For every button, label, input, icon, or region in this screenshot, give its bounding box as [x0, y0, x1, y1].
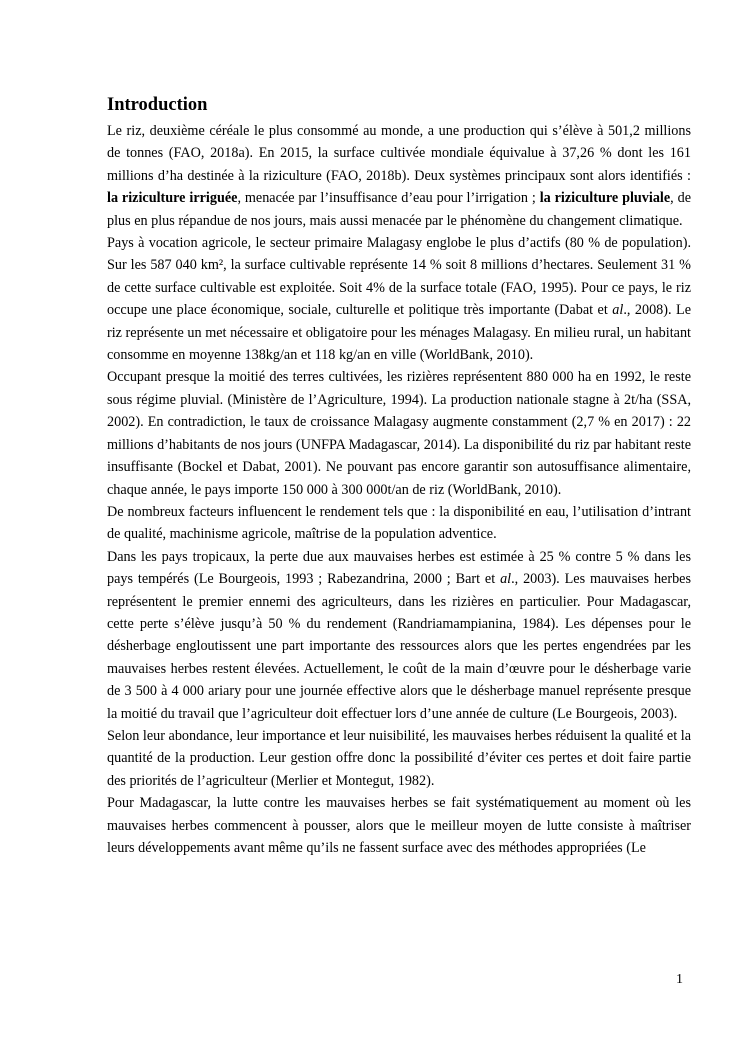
- text-run: , de plus en plus répandue de nos jours, mais aussi menacée par le phénomène du changement climatique.: [107, 190, 691, 229]
- page-number: 1: [676, 972, 683, 987]
- paragraph: [107, 232, 691, 366]
- body-text: [107, 120, 691, 859]
- italic-text: al: [500, 571, 512, 588]
- text-run: ., 2003). Les mauvaises herbes représentent le premier ennemi des agriculteurs, dans les rizières en particulier. Pour Madagascar, cette perte s’élève jusqu’à 50 % du rendement (Randriamampianina, 1984). Les dépenses pour le désherbage engloutissent une part importante des ressources alors que les pertes engendrées par les mauvaises herbes restent élevées. Actuellement, le coût de la main d’œuvre pour le désherbage varie de 3 500 à 4 000 ariary pour une journée effective alors que le désherbage manuel représente presque la moitié du travail que l’agriculteur doit effectuer lors d’une année de culture (Le Bourgeois, 2003).: [107, 571, 691, 722]
- text-run: Selon leur abondance, leur importance et leur nuisibilité, les mauvaises herbes réduisent la qualité et la quantité de la production. Leur gestion offre donc la possibilité d’éviter ces pertes et doit faire partie des priorités de l’agriculteur (Merlier et Montegut, 1982).: [107, 727, 691, 789]
- bold-text: la riziculture pluviale: [539, 190, 671, 207]
- document-page: [107, 92, 691, 859]
- paragraph: [107, 725, 691, 792]
- bold-text: la riziculture irriguée: [107, 190, 238, 207]
- text-run: Pour Madagascar, la lutte contre les mauvaises herbes se fait systématiquement au moment où les mauvaises herbes commencent à pousser, alors que le meilleur moyen de lutte consiste à maîtriser leurs développements avant même qu’ils ne fassent surface avec des méthodes appropriées (Le: [107, 795, 691, 856]
- paragraph: [107, 366, 691, 500]
- paragraph: [107, 120, 691, 232]
- paragraph: [107, 501, 691, 546]
- italic-text: al: [612, 302, 624, 319]
- paragraph: [107, 546, 691, 725]
- text-run: Pays à vocation agricole, le secteur primaire Malagasy englobe le plus d’actifs (80 % de population). Sur les 587 040 km², la surface cultivable représente 14 % soit 8 millions d’hectares. Seulement 31 % de cette surface cultivable est exploitée. Soit 4% de la surface totale (FAO, 1995). Pour ce pays, le riz occupe une place économique, sociale, culturelle et politique très importante (Dabat et: [107, 235, 691, 319]
- text-run: De nombreux facteurs influencent le rendement tels que : la disponibilité en eau, l’utilisation d’intrant de qualité, machinisme agricole, maîtrise de la population adventice.: [107, 503, 691, 543]
- section-heading: Introduction: [107, 95, 208, 115]
- text-run: Dans les pays tropicaux, la perte due aux mauvaises herbes est estimée à 25 % contre 5 % dans les pays tempérés (Le Bourgeois, 1993 ; Rabezandrina, 2000 ; Bart et: [107, 548, 691, 588]
- text-run: , menacée par l’insuffisance d’eau pour l’irrigation ;: [237, 190, 540, 207]
- text-run: ., 2008). Le riz représente un met nécessaire et obligatoire pour les ménages Malagasy. En milieu rural, un habitant consomme en moyenne 138kg/an et 118 kg/an en ville (WorldBank, 2010).: [107, 302, 691, 364]
- text-run: Le riz, deuxième céréale le plus consommé au monde, a une production qui s’élève à 501,2 millions de tonnes (FAO, 2018a). En 2015, la surface cultivée mondiale équivalue à 37,26 % dont les 161 millions d’ha destinée à la riziculture (FAO, 2018b). Deux systèmes principaux sont alors identifiés :: [107, 123, 691, 184]
- paragraph: [107, 792, 691, 859]
- text-run: Occupant presque la moitié des terres cultivées, les rizières représentent 880 000 ha en 1992, le reste sous régime pluvial. (Ministère de l’Agriculture, 1994). La production nationale stagne à 2t/ha (SSA, 2002). En contradiction, le taux de croissance Malagasy augmente constamment (2,7 % en 2017) : 22 millions d’habitants de nos jours (UNFPA Madagascar, 2014). La disponibilité du riz par habitant reste insuffisante (Bockel et Dabat, 2001). Ne pouvant pas encore garantir son autosuffisance alimentaire, chaque année, le pays importe 150 000 à 300 000t/an de riz (WorldBank, 2010).: [107, 369, 691, 498]
